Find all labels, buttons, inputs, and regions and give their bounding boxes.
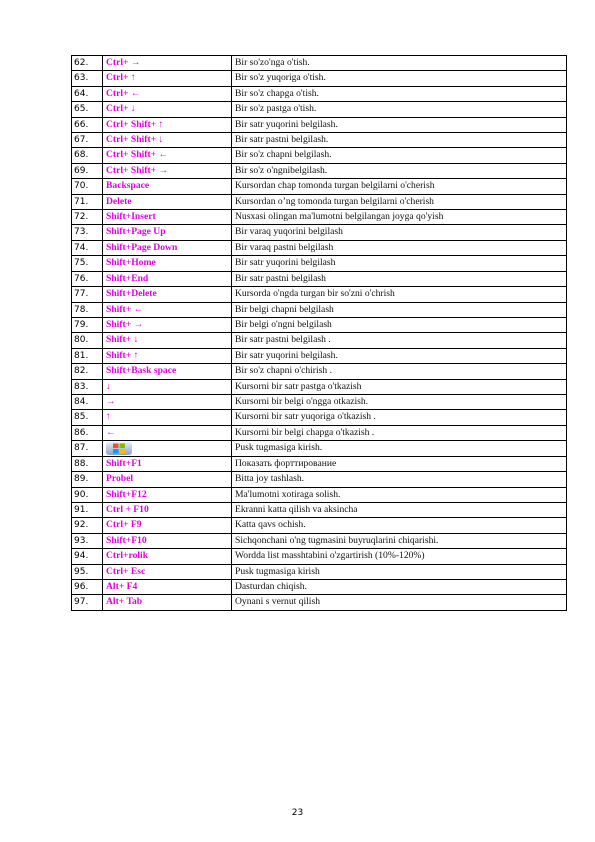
table-row (72, 364, 567, 379)
shortcut-key: Backspace (103, 179, 232, 194)
row-number: 97. (72, 595, 103, 610)
shortcut-key: Shift+F1 (103, 456, 232, 471)
shortcut-description: Bir satr pastni belgilash (232, 271, 567, 286)
shortcut-description: Bitta joy tashlash. (232, 472, 567, 487)
shortcut-key: Ctrl+ Shift+ ← (103, 148, 232, 163)
row-number: 62. (72, 56, 103, 71)
shortcut-key: Shift+ ↑ (103, 348, 232, 363)
row-number: 64. (72, 86, 103, 101)
shortcut-description: Bir so'z o'ngnibelgilash. (232, 163, 567, 178)
row-number: 90. (72, 487, 103, 502)
shortcut-description: Bir satr pastni belgilash. (232, 133, 567, 148)
shortcut-key: Shift+ ← (103, 302, 232, 317)
table-row (72, 287, 567, 302)
table-row (72, 256, 567, 271)
row-number: 84. (72, 394, 103, 409)
row-number: 79. (72, 317, 103, 332)
shortcut-key: Ctrl+ F9 (103, 518, 232, 533)
row-number: 78. (72, 302, 103, 317)
shortcut-description: Ekranni katta qilish va aksincha (232, 502, 567, 517)
row-number: 96. (72, 580, 103, 595)
row-number: 92. (72, 518, 103, 533)
table-row (72, 472, 567, 487)
row-number: 77. (72, 287, 103, 302)
shortcut-description: Kursordan o’ng tomonda turgan belgilarni o'cherish (232, 194, 567, 209)
table-row (72, 394, 567, 409)
shortcut-description: Bir belgi o'ngni belgilash (232, 317, 567, 332)
shortcut-key: Shift+Page Up (103, 225, 232, 240)
row-number: 82. (72, 364, 103, 379)
shortcut-key: Shift+End (103, 271, 232, 286)
shortcut-key: Shift+Bask space (103, 364, 232, 379)
shortcut-key: Ctrl+rolik (103, 549, 232, 564)
shortcut-key: Ctrl+ → (103, 56, 232, 71)
row-number: 69. (72, 163, 103, 178)
shortcut-description: Показать форттирование (232, 456, 567, 471)
shortcut-key: ↓ (103, 379, 232, 394)
shortcut-description: Kursordan chap tomonda turgan belgilarni o'cherish (232, 179, 567, 194)
table-row (72, 487, 567, 502)
shortcut-key: Shift+F12 (103, 487, 232, 502)
shortcut-key: Shift+Home (103, 256, 232, 271)
row-number: 66. (72, 117, 103, 132)
shortcut-key: Delete (103, 194, 232, 209)
row-number: 95. (72, 564, 103, 579)
shortcut-key: ← (103, 425, 232, 440)
table-row (72, 549, 567, 564)
shortcut-description: Bir varaq yuqorini belgilash (232, 225, 567, 240)
shortcut-description: Bir satr yuqorini belgilash (232, 256, 567, 271)
table-row (72, 102, 567, 117)
shortcut-description: Sichqonchani o'ng tugmasini buyruqlarini chiqarishi. (232, 533, 567, 548)
shortcut-key: Ctrl+ ↑ (103, 71, 232, 86)
row-number: 86. (72, 425, 103, 440)
shortcut-description: Kursorni bir satr yuqoriga o'tkazish . (232, 410, 567, 425)
shortcut-key-cell (103, 441, 232, 457)
shortcut-key: Shift+Insert (103, 210, 232, 225)
shortcut-description: Kursorni bir satr pastga o'tkazish (232, 379, 567, 394)
shortcut-description: Bir belgi chapni belgilash (232, 302, 567, 317)
table-row (72, 533, 567, 548)
table-row (72, 148, 567, 163)
shortcut-key: Alt+ F4 (103, 580, 232, 595)
shortcut-key: Shift+Page Down (103, 240, 232, 255)
shortcut-description: Bir so'z chapga o'tish. (232, 86, 567, 101)
shortcut-description: Bir so'z pastga o'tish. (232, 102, 567, 117)
table-row (72, 225, 567, 240)
row-number: 75. (72, 256, 103, 271)
table-row (72, 133, 567, 148)
shortcut-key: Ctrl+ Shift+ → (103, 163, 232, 178)
shortcut-description: Bir varaq pastni belgilash (232, 240, 567, 255)
row-number: 76. (72, 271, 103, 286)
table-row (72, 441, 567, 457)
shortcut-description: Bir satr yuqorini belgilash. (232, 117, 567, 132)
row-number: 88. (72, 456, 103, 471)
row-number: 70. (72, 179, 103, 194)
row-number: 71. (72, 194, 103, 209)
table-row (72, 502, 567, 517)
shortcut-key: ↑ (103, 410, 232, 425)
shortcut-description: Bir satr yuqorini belgilash. (232, 348, 567, 363)
shortcut-description: Wordda list masshtabini o'zgartirish (10%-120%) (232, 549, 567, 564)
shortcut-key: Shift+ ↓ (103, 333, 232, 348)
shortcut-description: Katta qavs ochish. (232, 518, 567, 533)
row-number: 65. (72, 102, 103, 117)
table-row (72, 210, 567, 225)
shortcut-description: Pusk tugmasiga kirish (232, 564, 567, 579)
row-number: 91. (72, 502, 103, 517)
shortcut-key: Shift+F10 (103, 533, 232, 548)
table-row (72, 595, 567, 610)
shortcut-key: Ctrl+ Shift+ ↓ (103, 133, 232, 148)
shortcut-key: Ctrl+ Shift+ ↑ (103, 117, 232, 132)
shortcut-key: Ctrl+ Esc (103, 564, 232, 579)
shortcut-key: Ctrl+ ↓ (103, 102, 232, 117)
row-number: 63. (72, 71, 103, 86)
row-number: 85. (72, 410, 103, 425)
shortcut-description: Dasturdan chiqish. (232, 580, 567, 595)
row-number: 68. (72, 148, 103, 163)
shortcut-key: Shift+ → (103, 317, 232, 332)
shortcut-table (71, 55, 567, 611)
table-row (72, 117, 567, 132)
table-row (72, 410, 567, 425)
row-number: 74. (72, 240, 103, 255)
shortcut-description: Ma'lumotni xotiraga solish. (232, 487, 567, 502)
table-row (72, 302, 567, 317)
row-number: 87. (72, 441, 103, 457)
shortcut-description: Bir so'z yuqoriga o'tish. (232, 71, 567, 86)
table-row (72, 564, 567, 579)
table-row (72, 348, 567, 363)
windows-start-button-icon (106, 442, 132, 455)
table-row (72, 56, 567, 71)
row-number: 67. (72, 133, 103, 148)
row-number: 89. (72, 472, 103, 487)
shortcut-key: Shift+Delete (103, 287, 232, 302)
table-row (72, 86, 567, 101)
table-row (72, 71, 567, 86)
shortcut-description: Kursorni bir belgi o'ngga otkazish. (232, 394, 567, 409)
row-number: 72. (72, 210, 103, 225)
row-number: 94. (72, 549, 103, 564)
table-row (72, 317, 567, 332)
table-row (72, 194, 567, 209)
shortcut-description: Kursorni bir belgi chapga o'tkazish . (232, 425, 567, 440)
table-row (72, 271, 567, 286)
table-row (72, 425, 567, 440)
shortcut-table-body (72, 56, 567, 611)
shortcut-key: Ctrl + F10 (103, 502, 232, 517)
shortcut-key: Ctrl+ ← (103, 86, 232, 101)
shortcut-description: Kursorda o'ngda turgan bir so'zni o'chrish (232, 287, 567, 302)
row-number: 80. (72, 333, 103, 348)
table-row (72, 333, 567, 348)
shortcut-description: Pusk tugmasiga kirish. (232, 441, 567, 457)
shortcut-description: Bir so'z chapni belgilash. (232, 148, 567, 163)
row-number: 93. (72, 533, 103, 548)
shortcut-description: Bir satr pastni belgilash . (232, 333, 567, 348)
shortcut-description: Bir so'zo'nga o'tish. (232, 56, 567, 71)
shortcut-key: Alt+ Tab (103, 595, 232, 610)
table-row (72, 456, 567, 471)
shortcut-key: → (103, 394, 232, 409)
table-row (72, 163, 567, 178)
table-row (72, 580, 567, 595)
shortcut-key: Probel (103, 472, 232, 487)
row-number: 81. (72, 348, 103, 363)
table-row (72, 240, 567, 255)
table-row (72, 179, 567, 194)
shortcut-description: Nusxasi olingan ma'lumotni belgilangan joyga qo'yish (232, 210, 567, 225)
row-number: 83. (72, 379, 103, 394)
page-number: 23 (291, 808, 304, 818)
table-row (72, 518, 567, 533)
shortcut-description: Bir so'z chapni o'chirish . (232, 364, 567, 379)
row-number: 73. (72, 225, 103, 240)
table-row (72, 379, 567, 394)
shortcut-description: Oynani s vernut qilish (232, 595, 567, 610)
